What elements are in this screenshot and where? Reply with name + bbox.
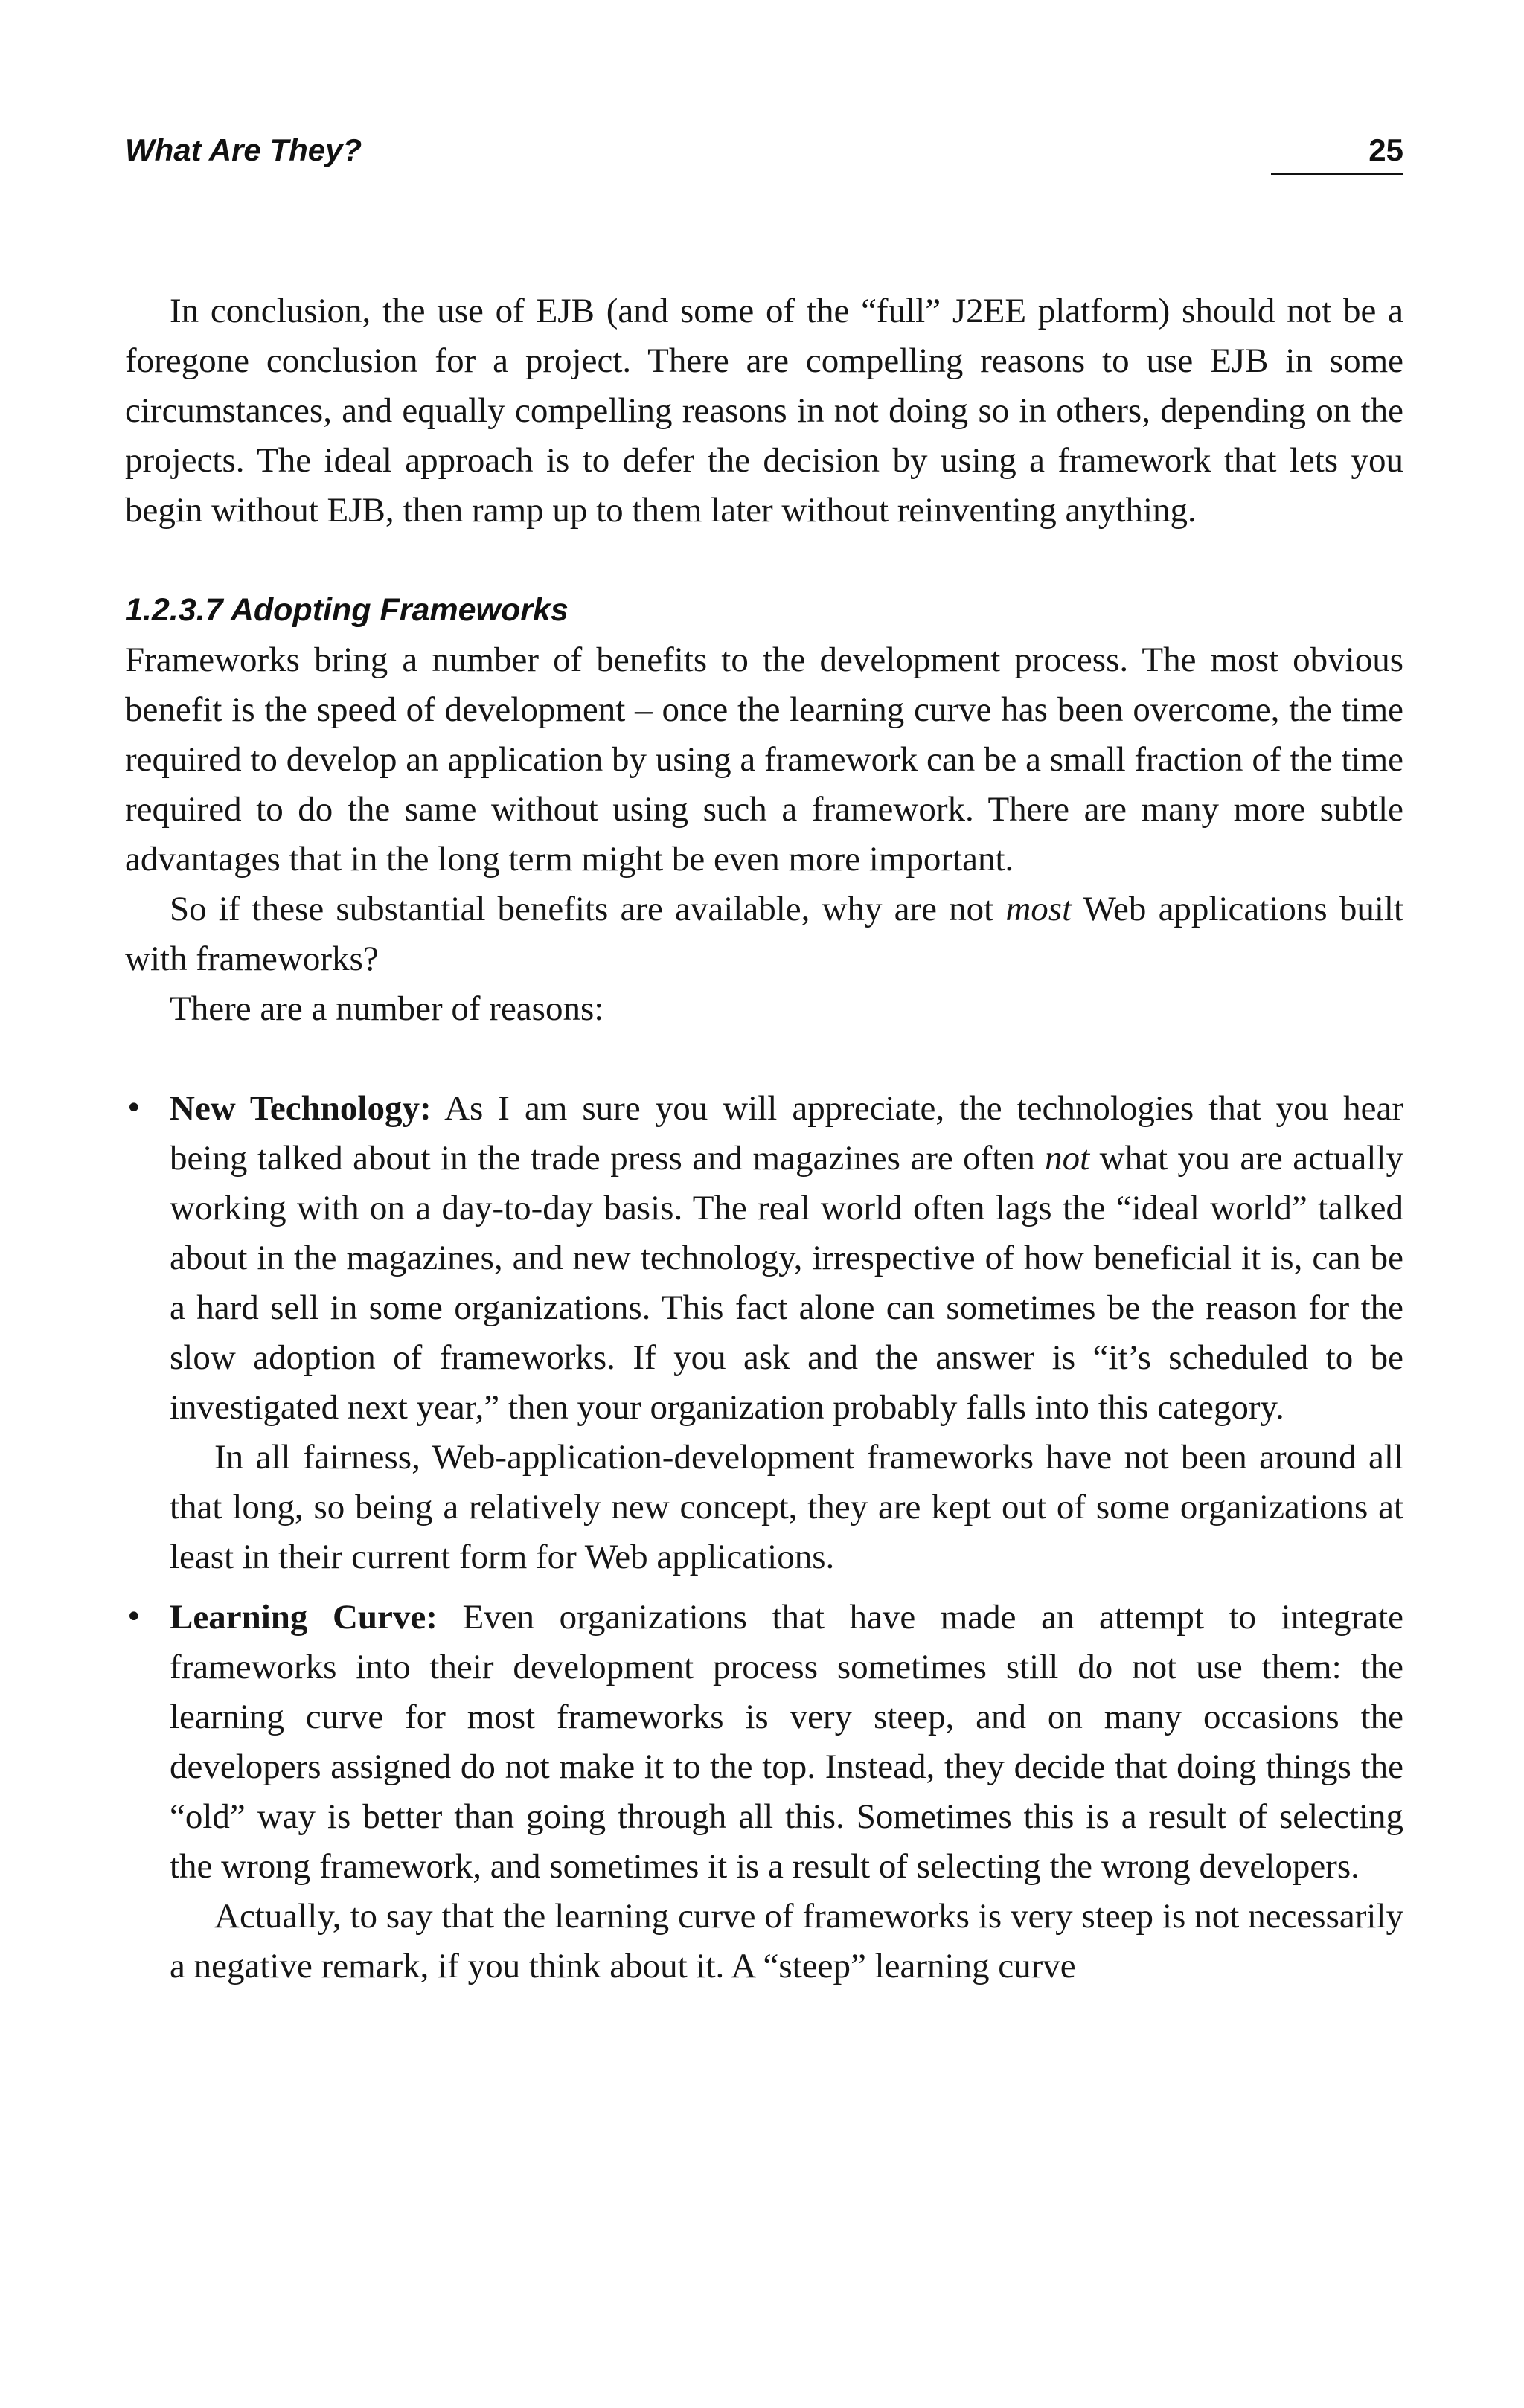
paragraph-text: Web applications built with frameworks? [125,890,1403,978]
list-item-text: As I am sure you will appreciate, the technologies that you hear being talked about in the trade press and magazines are often [170,1089,1403,1178]
list-item-text: Even organizations that have made an attempt to integrate frameworks into their development process sometimes still do not use them: the learning curve for most frameworks is very steep, and on many occasions the developers assigned do not make it to the top. Instead, they decide that doing things the “old” way is better than going through all this. Sometimes this is a result of selecting the wrong framework, and sometimes it is a result of selecting the wrong developers. [170,1598,1403,1886]
list-item-paragraph [170,1084,1403,1433]
running-header [125,125,1403,177]
page-number-rule [1271,173,1403,175]
emphasis-text: not [1045,1139,1090,1178]
list-item-text: what you are actually working with on a day-to-day basis. The real world often lags the “ideal world” talked about in the magazines, and new technology, irrespective of how beneficial it is, can be a hard sell in some organizations. This fact alone can sometimes be the reason for the slow adoption of frameworks. If you ask and the answer is “it’s scheduled to be investigated next year,” then your organization probably falls into this category. [170,1139,1403,1427]
list-item-term: New Technology: [170,1089,432,1128]
bullet-icon: • [125,1091,143,1126]
list-item-follow-up: In all fairness, Web-application-development frameworks have not been around all that long, so being a relatively new concept, they are kept out of some organizations at least in their current form for Web applications. [170,1438,1403,1576]
bullet-icon: • [125,1600,143,1634]
intro-paragraph: In conclusion, the use of EJB (and some of the “full” J2EE platform) should not be a foregone conclusion for a project. There are compelling reasons to use EJB in some circumstances, and equally compelling reasons in not doing so in others, depending on the projects. The ideal approach is to defer the decision by using a framework that lets you begin without EJB, then ramp up to them later without reinventing anything. [125,292,1403,530]
list-item-paragraph [170,1593,1403,1892]
list-item-term: Learning Curve: [170,1598,438,1637]
reasons-list [125,1084,1403,1991]
section-paragraph [125,884,1403,984]
page-number: 25 [1368,132,1403,167]
section-paragraph: There are a number of reasons: [170,989,604,1028]
body-text [125,286,1403,2002]
section-paragraph: Frameworks bring a number of benefits to the development process. The most obvious benefit is the speed of development – once the learning curve has been overcome, the time required to develop an application by using a framework can be a small fraction of the time required to do the same without using such a framework. There are many more subtle advantages that in the long term might be even more important. [125,640,1403,879]
book-page [125,0,1403,2408]
list-item [125,1593,1403,1991]
emphasis-text: most [1005,890,1072,928]
list-item-follow-up: Actually, to say that the learning curve of frameworks is very steep is not necessarily a negative remark, if you think about it. A “steep” learning curve [170,1897,1403,1985]
list-item [125,1084,1403,1582]
running-title: What Are They? [125,132,362,167]
section-heading: 1.2.3.7 Adopting Frameworks [125,592,569,628]
paragraph-text: So if these substantial benefits are available, why are not [170,890,1006,928]
